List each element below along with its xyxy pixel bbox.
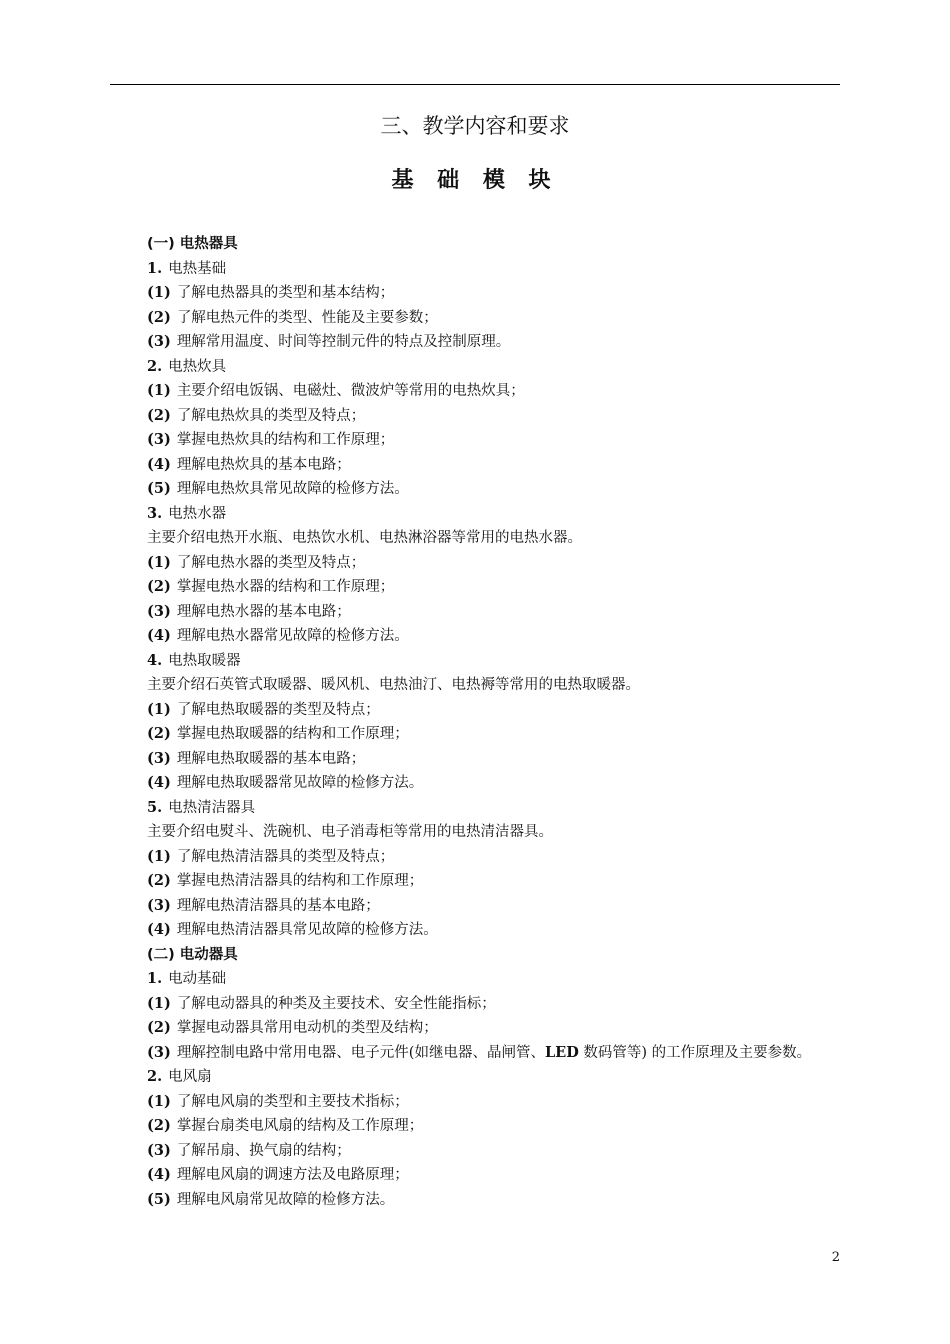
list-item bbox=[110, 894, 840, 919]
subsection-heading bbox=[110, 355, 840, 380]
list-item bbox=[110, 600, 840, 625]
item-number: (3) bbox=[147, 602, 171, 620]
subsection-label: 电热清洁器具 bbox=[168, 799, 256, 816]
list-item bbox=[110, 992, 840, 1017]
item-text: 理解电热取暖器常见故障的检修方法。 bbox=[176, 775, 424, 791]
item-text: 了解电热水器的类型及特点； bbox=[176, 554, 366, 571]
item-number: (2) bbox=[147, 1019, 171, 1036]
page-number: 2 bbox=[831, 1250, 840, 1265]
list-item bbox=[110, 747, 840, 772]
header-rule bbox=[110, 84, 840, 85]
list-item bbox=[110, 379, 840, 404]
list-item bbox=[110, 1139, 840, 1164]
item-text: 了解电热炊具的类型及特点； bbox=[176, 407, 366, 424]
list-item bbox=[110, 551, 840, 576]
subsection-intro: 主要介绍电熨斗、洗碗机、电子消毒柜等常用的电热清洁器具。 bbox=[147, 824, 553, 840]
item-number: (1) bbox=[147, 284, 171, 301]
subsection-number: 2. bbox=[147, 357, 163, 375]
subsection-number: 3. bbox=[147, 504, 163, 522]
item-text: 理解电热清洁器具的基本电路； bbox=[176, 897, 380, 914]
subsection-number: 2. bbox=[147, 1068, 163, 1085]
subsection-label: 电动基础 bbox=[168, 971, 227, 987]
item-number: (3) bbox=[147, 333, 171, 350]
module-title: 基 础 模 块 bbox=[391, 168, 559, 193]
subsection-heading bbox=[110, 257, 840, 282]
list-item bbox=[110, 306, 840, 331]
item-number: (4) bbox=[147, 1166, 171, 1183]
subsection-label: 电热炊具 bbox=[168, 358, 227, 375]
list-item bbox=[110, 1163, 840, 1188]
item-text: 了解吊扇、换气扇的结构； bbox=[176, 1142, 351, 1159]
list-item bbox=[110, 1188, 840, 1213]
item-number: (1) bbox=[147, 1092, 171, 1110]
item-text: 掌握电动器具常用电动机的类型及结构； bbox=[176, 1020, 438, 1036]
item-number: (2) bbox=[147, 578, 171, 595]
list-item bbox=[110, 281, 840, 306]
list-item bbox=[110, 698, 840, 723]
subsection-number: 5. bbox=[147, 798, 163, 816]
item-text-led: LED bbox=[544, 1043, 579, 1061]
subsection-intro: 主要介绍石英管式取暖器、暖风机、电热油汀、电热褥等常用的电热取暖器。 bbox=[147, 677, 640, 693]
subsection-number: 1. bbox=[147, 259, 163, 277]
item-text: 了解电热取暖器的类型及特点； bbox=[176, 701, 380, 718]
subsection-heading bbox=[110, 967, 840, 992]
item-text: 理解电热炊具的基本电路； bbox=[176, 456, 351, 473]
item-number: (2) bbox=[147, 1117, 171, 1134]
list-item bbox=[110, 918, 840, 943]
item-text: 了解电热元件的类型、性能及主要参数； bbox=[176, 309, 438, 326]
item-number: (1) bbox=[147, 700, 171, 718]
item-text: 了解电热器具的类型和基本结构； bbox=[176, 285, 395, 301]
subsection-label: 电热基础 bbox=[168, 260, 227, 277]
list-item bbox=[110, 1016, 840, 1041]
page-title: 三、教学内容和要求 bbox=[380, 114, 570, 138]
section-heading: (一) 电热器具 bbox=[147, 236, 238, 252]
subsection-heading bbox=[110, 502, 840, 527]
subsection-number: 1. bbox=[147, 970, 163, 987]
list-item bbox=[110, 1114, 840, 1139]
list-item bbox=[110, 771, 840, 796]
list-item-wrapped bbox=[110, 1041, 840, 1066]
item-number: (5) bbox=[147, 480, 171, 497]
item-text: 理解常用温度、时间等控制元件的特点及控制原理。 bbox=[176, 334, 511, 350]
list-item bbox=[110, 575, 840, 600]
item-number: (2) bbox=[147, 725, 171, 742]
item-number: (1) bbox=[147, 553, 171, 571]
list-item bbox=[110, 477, 840, 502]
item-text: 理解电热清洁器具常见故障的检修方法。 bbox=[176, 922, 438, 938]
item-number: (3) bbox=[147, 749, 171, 767]
item-text: 掌握电热水器的结构和工作原理； bbox=[176, 579, 395, 595]
item-text: 主要介绍电饭锅、电磁灶、微波炉等常用的电热炊具； bbox=[176, 383, 525, 399]
item-text: 掌握电热炊具的结构和工作原理； bbox=[176, 432, 395, 448]
item-number: (4) bbox=[147, 774, 171, 791]
item-number: (1) bbox=[147, 847, 171, 865]
item-number: (3) bbox=[147, 896, 171, 914]
list-item bbox=[110, 453, 840, 478]
item-text: 了解电风扇的类型和主要技术指标； bbox=[176, 1093, 409, 1110]
item-text: 了解电热清洁器具的类型及特点； bbox=[176, 848, 395, 865]
item-number: (1) bbox=[147, 994, 171, 1012]
item-text: 理解电热炊具常见故障的检修方法。 bbox=[176, 481, 409, 497]
item-text: 理解电热取暖器的基本电路； bbox=[176, 750, 366, 767]
list-item bbox=[110, 845, 840, 870]
list-item bbox=[110, 1090, 840, 1115]
list-item bbox=[110, 722, 840, 747]
list-item bbox=[110, 624, 840, 649]
list-item bbox=[110, 869, 840, 894]
subsection-number: 4. bbox=[147, 651, 163, 669]
item-text: 理解电风扇的调速方法及电路原理； bbox=[176, 1167, 409, 1183]
item-text: 理解电热水器常见故障的检修方法。 bbox=[176, 628, 409, 644]
item-number: (2) bbox=[147, 308, 171, 326]
item-text: 掌握电热清洁器具的结构和工作原理； bbox=[176, 873, 424, 889]
item-number: (2) bbox=[147, 406, 171, 424]
item-number: (2) bbox=[147, 872, 171, 889]
item-text: 理解电热水器的基本电路； bbox=[176, 603, 351, 620]
list-item bbox=[110, 330, 840, 355]
document-body bbox=[110, 232, 840, 1212]
item-number: (4) bbox=[147, 627, 171, 644]
subsection-label: 电热取暖器 bbox=[168, 652, 241, 669]
subsection-heading bbox=[110, 796, 840, 821]
subsection-label: 电热水器 bbox=[168, 505, 227, 522]
subsection-heading bbox=[110, 1065, 840, 1090]
subsection-label: 电风扇 bbox=[168, 1069, 212, 1085]
subsection-heading bbox=[110, 649, 840, 674]
item-number: (4) bbox=[147, 455, 171, 473]
section-heading: (二) 电动器具 bbox=[147, 946, 238, 963]
item-number: (4) bbox=[147, 921, 171, 938]
item-text: 理解控制电路中常用电器、电子元件(如继电器、晶闸管、 bbox=[176, 1044, 545, 1061]
item-number: (3) bbox=[147, 1141, 171, 1159]
list-item bbox=[110, 428, 840, 453]
item-number: (3) bbox=[147, 1043, 171, 1061]
item-text: 掌握电热取暖器的结构和工作原理； bbox=[176, 726, 409, 742]
subsection-intro: 主要介绍电热开水瓶、电热饮水机、电热淋浴器等常用的电热水器。 bbox=[147, 530, 582, 546]
item-text: 数码管等) 的工作原理及主要参数。 bbox=[578, 1044, 812, 1061]
item-text: 理解电风扇常见故障的检修方法。 bbox=[176, 1191, 395, 1208]
item-number: (5) bbox=[147, 1190, 171, 1208]
item-text: 掌握台扇类电风扇的结构及工作原理； bbox=[176, 1118, 424, 1134]
list-item bbox=[110, 404, 840, 429]
item-text: 了解电动器具的种类及主要技术、安全性能指标； bbox=[176, 995, 496, 1012]
item-number: (1) bbox=[147, 382, 171, 399]
item-number: (3) bbox=[147, 431, 171, 448]
